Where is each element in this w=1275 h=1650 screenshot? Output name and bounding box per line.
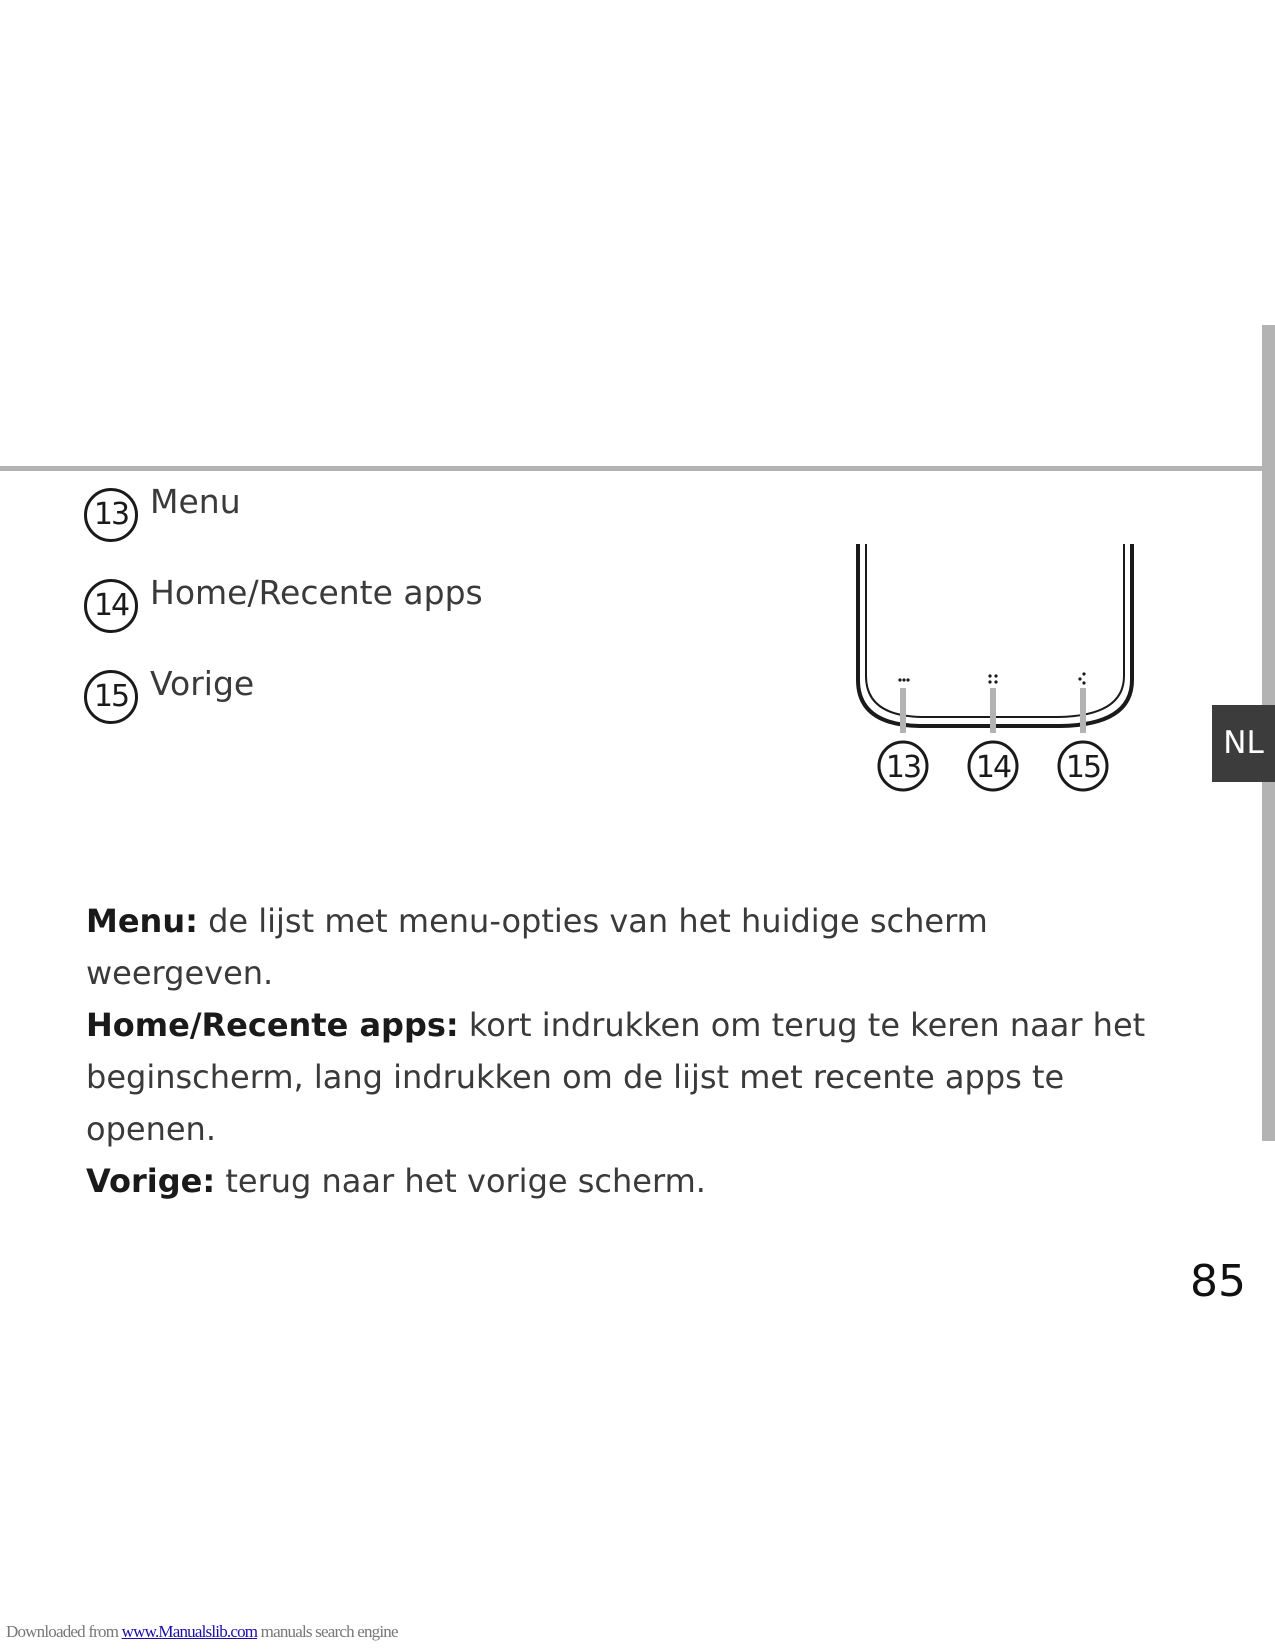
callout-text-menu: 13 [885,750,921,785]
button-descriptions [86,895,1166,1207]
legend-label: Home/Recente apps [150,573,483,612]
callout-text-home: 14 [975,750,1011,785]
footer-suffix: manuals search engine [257,1622,398,1641]
description-menu [86,895,1166,999]
callout-text-back: 15 [1065,750,1101,785]
back-dots-icon [1078,672,1085,684]
download-footer [6,1622,398,1642]
device-bottom-diagram [850,540,1140,800]
home-dots-icon [988,674,997,683]
description-text: kort indrukken om terug te keren naar het beginscherm, lang indrukken om de lijst met recente apps te openen. [86,1006,1146,1148]
callout-number: 13 [84,488,138,542]
description-term: Home/Recente apps: [86,1006,459,1044]
description-term: Vorige: [86,1162,216,1200]
callout-number: 15 [84,670,138,724]
legend-label: Menu [150,482,241,521]
device-outline-svg [850,540,1140,800]
description-back [86,1155,1166,1207]
footer-prefix: Downloaded from [6,1622,122,1641]
description-home [86,999,1166,1155]
description-text: de lijst met menu-opties van het huidige scherm weergeven. [86,902,988,992]
menu-dots-icon [898,678,909,681]
language-tab: NL [1212,705,1275,782]
description-text: terug naar het vorige scherm. [215,1162,706,1200]
callout-number: 14 [84,579,138,633]
page-number: 85 [1190,1256,1246,1307]
description-term: Menu: [86,902,198,940]
manualslib-link[interactable]: www.Manualslib.com [121,1622,258,1641]
legend-label: Vorige [150,664,255,703]
section-divider [0,466,1262,471]
